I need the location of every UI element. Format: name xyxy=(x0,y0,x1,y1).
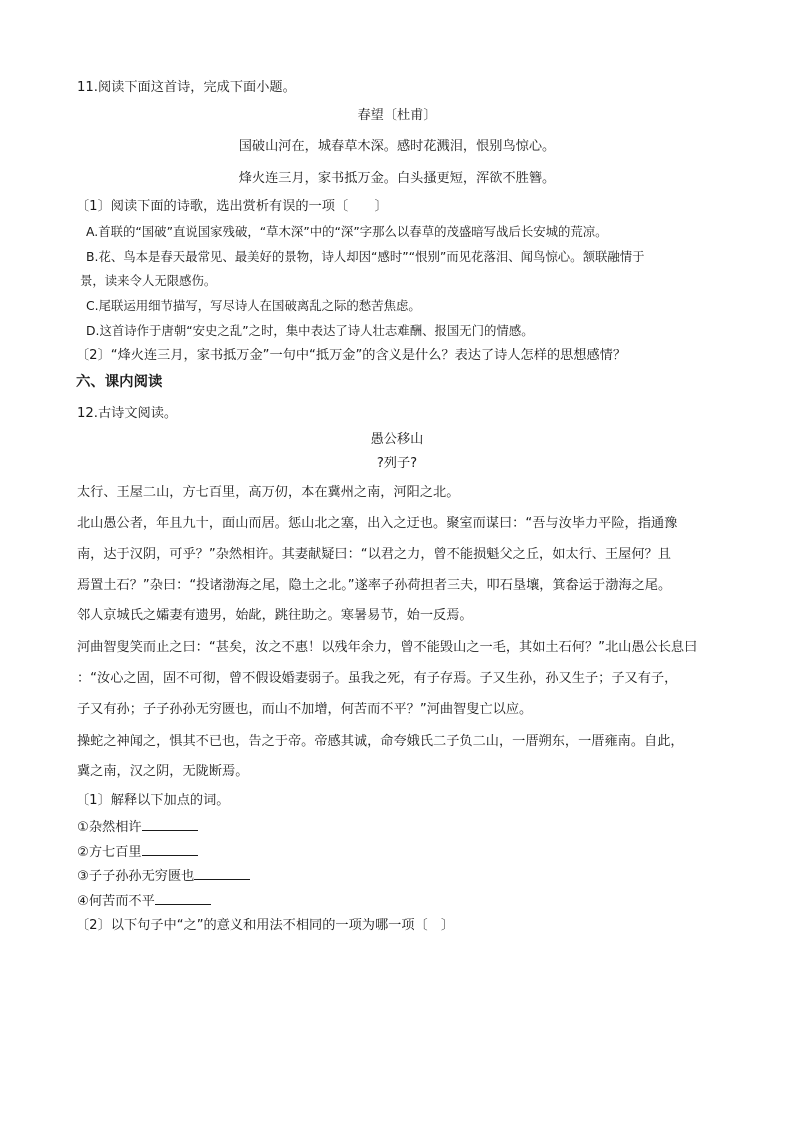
text-author: ?列子? xyxy=(376,456,418,471)
q12-subquestion-1: 〔1〕解释以下加点的词。 xyxy=(76,793,230,808)
q11-option-d: D.这首诗作于唐朝“安史之乱”之时，集中表达了诗人壮志难酬、报国无门的情感。 xyxy=(86,323,534,338)
passage-para-3-line1: 河曲智叟笑而止之曰：“甚矣，汝之不惠！以残年余力，曾不能毁山之一毛，其如土石何？”北山愚公长息曰 xyxy=(77,640,698,655)
answer-blank-4[interactable] xyxy=(155,892,211,905)
passage-para-4-line2: 冀之南，汉之阴，无陇断焉。 xyxy=(77,764,249,779)
text-title: 愚公移山 xyxy=(370,432,424,447)
answer-blank-2[interactable] xyxy=(142,843,198,856)
blank-item-4 xyxy=(77,892,211,911)
passage-para-2-line3: 焉置土石？”杂曰：“投诸渤海之尾，隐土之北。”遂率子孙荷担者三夫，叩石垦壤，箕畚运于渤海之尾。 xyxy=(77,578,672,593)
poem-title: 春望〔杜甫〕 xyxy=(357,108,437,123)
blank-item-2-label: ②方七百里 xyxy=(77,845,142,860)
blank-item-1-label: ①杂然相许 xyxy=(77,820,142,835)
q11-option-b-line1: B.花、鸟本是春天最常见、最美好的景物，诗人却因“感时”“恨别”而见花落泪、闻鸟惊心。颔联融情于 xyxy=(86,249,645,264)
passage-para-1: 太行、王屋二山，方七百里，高万仞，本在冀州之南，河阳之北。 xyxy=(77,485,460,500)
q11-option-b-line2: 景，读来令人无限感伤。 xyxy=(80,273,217,288)
q11-option-a: A.首联的“国破”直说国家残破，“草木深”中的“深”字那么以春草的茂盛暗写战后长安城的荒凉。 xyxy=(86,224,608,239)
blank-item-3 xyxy=(77,867,250,886)
blank-item-4-label: ④何苦而不平 xyxy=(77,894,155,909)
passage-para-2-line2: 南，达于汉阴，可乎？”杂然相许。其妻献疑曰：“以君之力，曾不能损魁父之丘，如太行、王屋何？且 xyxy=(77,547,671,562)
poem-line-1: 国破山河在，城春草木深。感时花溅泪，恨别鸟惊心。 xyxy=(238,139,556,154)
answer-blank-1[interactable] xyxy=(142,818,198,831)
answer-blank-3[interactable] xyxy=(194,867,250,880)
q11-intro: 11.阅读下面这首诗，完成下面小题。 xyxy=(77,80,296,95)
q11-option-c: C.尾联运用细节描写，写尽诗人在国破离乱之际的愁苦焦虑。 xyxy=(86,298,421,313)
section-heading: 六、课内阅读 xyxy=(76,374,163,390)
q12-intro: 12.古诗文阅读。 xyxy=(77,406,178,421)
q11-subquestion-2: 〔2〕“烽火连三月，家书抵万金”一句中“抵万金”的含义是什么？表达了诗人怎样的思想感情？ xyxy=(76,348,627,363)
passage-para-3-line2: ：“汝心之固，固不可彻，曾不假设婚妻弱子。虽我之死，有子存焉。子又生孙，孙又生子；子又有子， xyxy=(77,671,678,686)
blank-item-2 xyxy=(77,843,198,862)
blank-item-1 xyxy=(77,818,198,837)
blank-item-3-label: ③子子孙孙无穷匮也 xyxy=(77,869,195,884)
passage-para-3-line3: 子又有孙；子子孙孙无穷匮也，而山不加增，何苦而不平？”河曲智叟亡以应。 xyxy=(77,702,533,717)
poem-line-2: 烽火连三月，家书抵万金。白头搔更短，浑欲不胜簪。 xyxy=(238,171,556,186)
passage-para-2-line1: 北山愚公者，年且九十，面山而居。惩山北之塞，出入之迂也。聚室而谋曰：“吾与汝毕力平险，指通豫 xyxy=(77,516,678,531)
passage-para-4-line1: 操蛇之神闻之，惧其不已也，告之于帝。帝感其诚，命夸娥氏二子负二山，一厝朔东，一厝雍南。自此， xyxy=(77,734,684,749)
passage-para-2-line4: 邻人京城氏之孀妻有遗男，始龀，跳往助之。寒暑易节，始一反焉。 xyxy=(77,608,473,623)
q11-subquestion-1: 〔1〕阅读下面的诗歌，选出赏析有误的一项〔 〕 xyxy=(76,199,388,214)
q12-subquestion-2: 〔2〕以下句子中“之”的意义和用法不相同的一项为哪一项〔 〕 xyxy=(76,918,455,933)
